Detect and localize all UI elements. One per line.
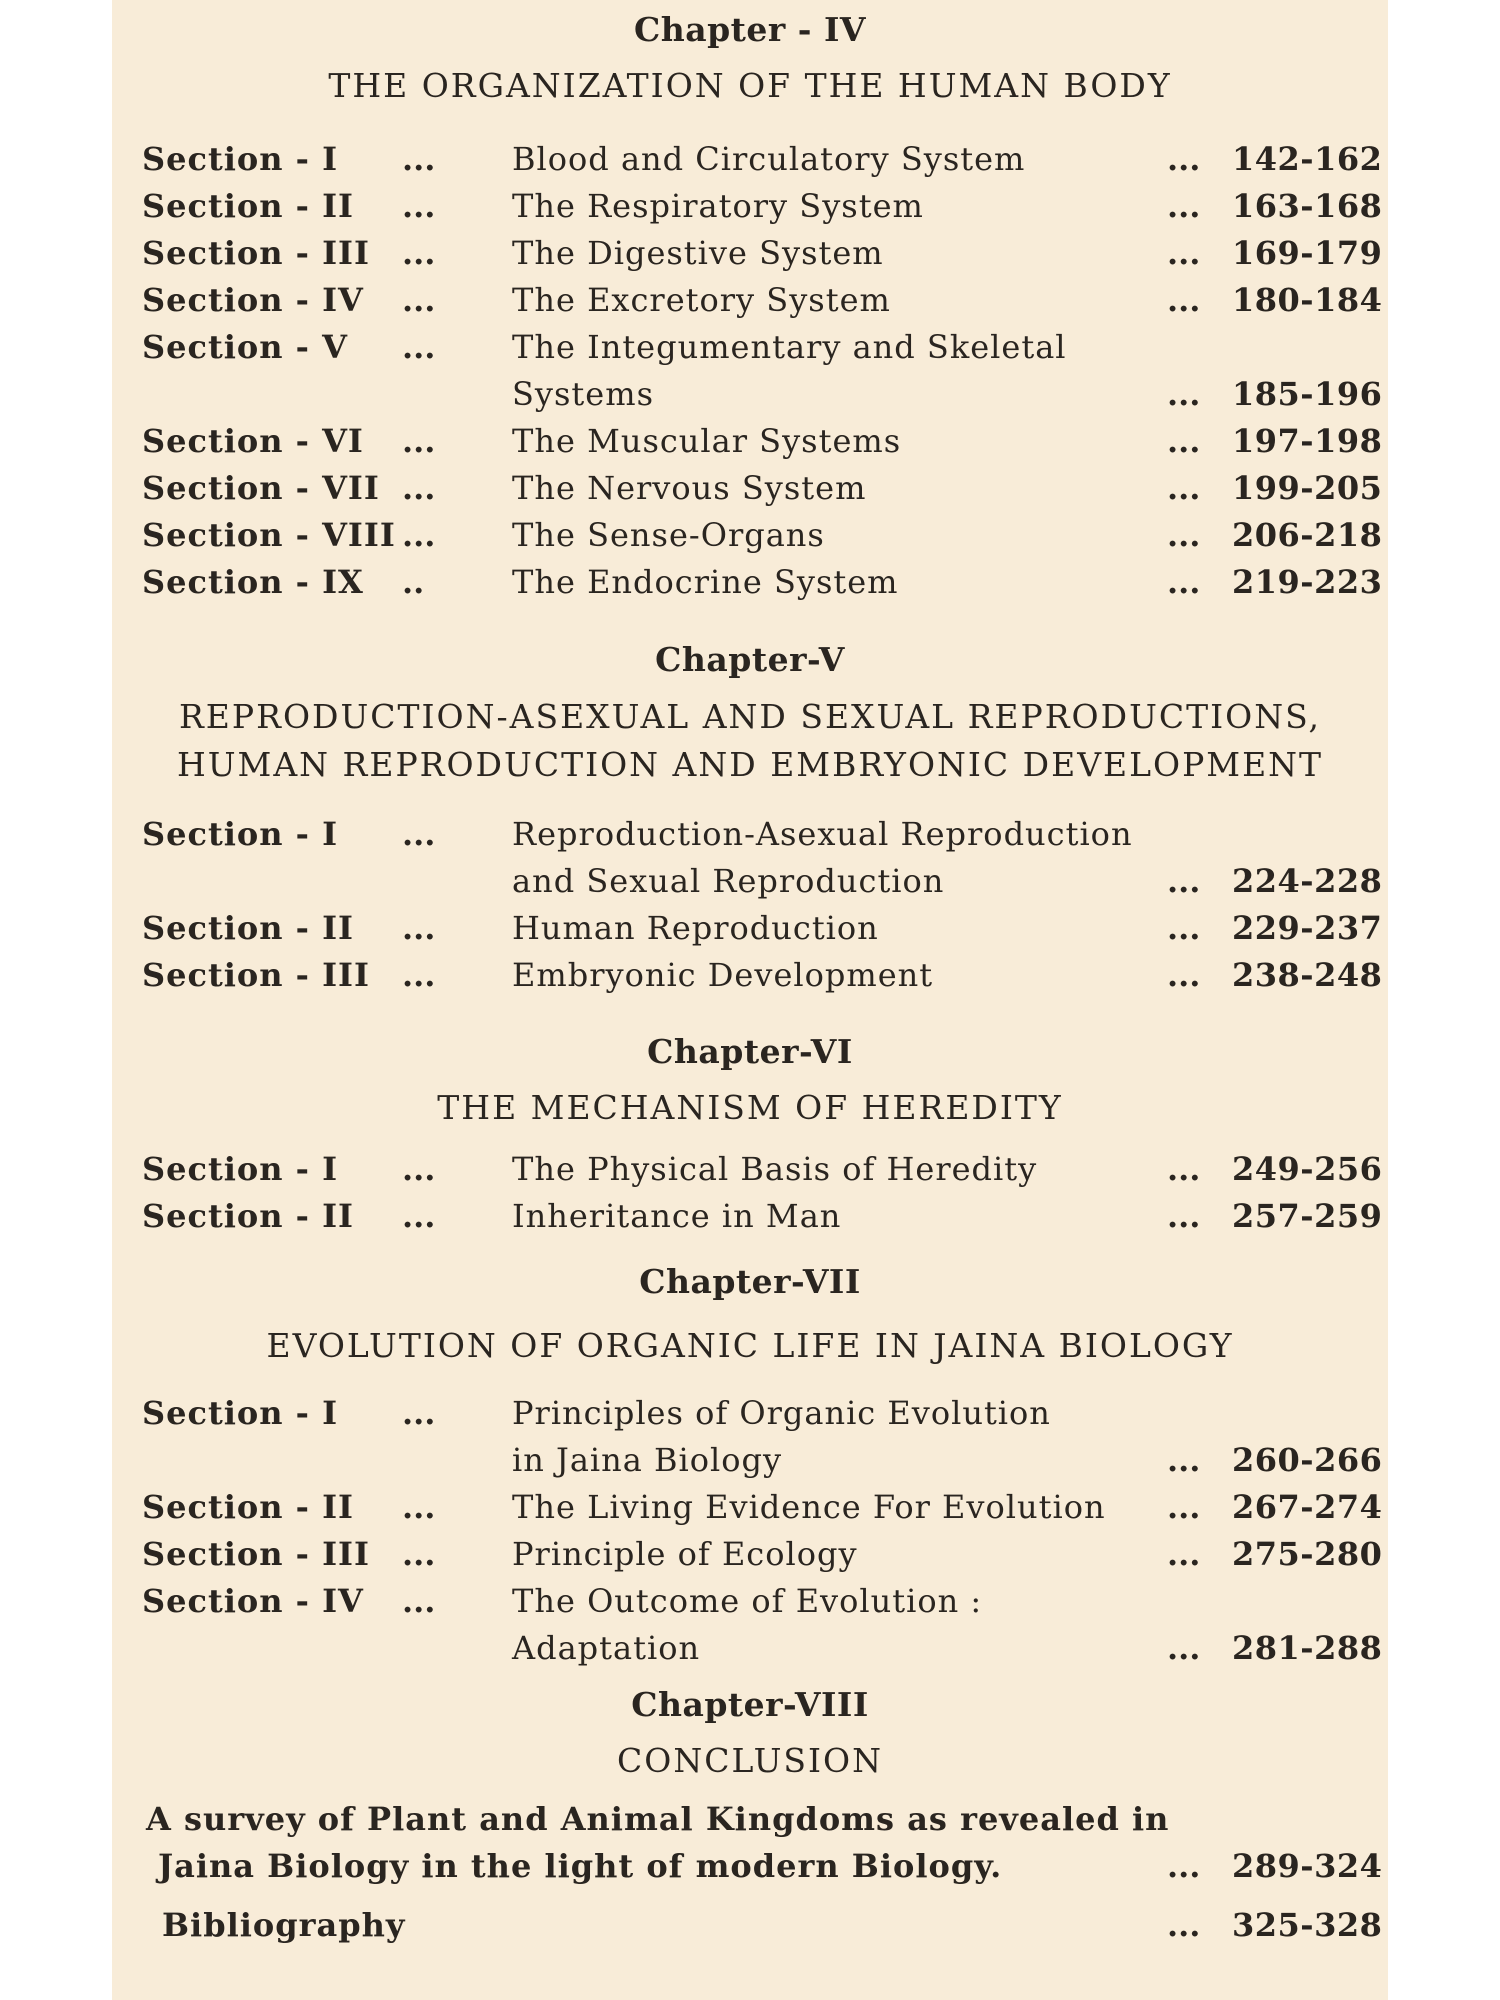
toc-row[interactable] <box>112 1906 1388 1952</box>
dots: ... <box>402 281 436 319</box>
page-range: 275-280 <box>1232 1535 1383 1573</box>
section-title: The Excretory System <box>512 281 891 319</box>
chapter-6-label: Chapter-VI <box>647 1032 853 1071</box>
leader-dots: ... <box>1167 469 1201 507</box>
chapter-5-title: REPRODUCTION-ASEXUAL AND SEXUAL REPRODUCTIONS, HUMAN REPRODUCTION AND EMBRYONIC DEVELOPMENT <box>176 697 1324 784</box>
section-title: The Sense-Organs <box>512 516 825 554</box>
dots: ... <box>402 909 436 947</box>
dots: ... <box>402 469 436 507</box>
section-title: The Physical Basis of Heredity <box>512 1150 1038 1188</box>
chapter-4-label: Chapter - IV <box>633 10 867 49</box>
section-title: The Endocrine System <box>512 563 899 601</box>
section-title: Principle of Ecology <box>512 1535 858 1573</box>
chapter-8-label: Chapter-VIII <box>631 1685 869 1724</box>
page-range: 163-168 <box>1232 187 1383 225</box>
leader-dots: ... <box>1167 281 1201 319</box>
leader-dots: ... <box>1167 1488 1201 1526</box>
page-range: 197-198 <box>1232 422 1383 460</box>
toc-row[interactable] <box>112 187 1388 233</box>
chapter-6-title: THE MECHANISM OF HEREDITY <box>437 1088 1063 1127</box>
dots: ... <box>402 140 436 178</box>
chapter-7-label: Chapter-VII <box>639 1262 861 1301</box>
section-title: and Sexual Reproduction <box>512 862 945 900</box>
toc-row[interactable] <box>112 234 1388 280</box>
dots: ... <box>402 815 436 853</box>
section-title: Embryonic Development <box>512 956 934 994</box>
toc-row[interactable] <box>112 1394 1388 1440</box>
toc-row-continued[interactable] <box>112 375 1388 421</box>
toc-row[interactable] <box>112 281 1388 327</box>
chapter-7-title: EVOLUTION OF ORGANIC LIFE IN JAINA BIOLOGY <box>266 1326 1234 1365</box>
section-title: Inheritance in Man <box>512 1197 842 1235</box>
section-label: Section - I <box>142 140 339 178</box>
toc-row[interactable] <box>112 140 1388 186</box>
toc-row[interactable] <box>112 1800 1388 1846</box>
dots: ... <box>402 516 436 554</box>
leader-dots: ... <box>1167 1847 1201 1885</box>
section-title: The Integumentary and Skeletal <box>512 328 1067 366</box>
section-label: Section - V <box>142 328 348 366</box>
dots: ... <box>402 1394 436 1432</box>
leader-dots: ... <box>1167 1150 1201 1188</box>
section-title: Systems <box>512 375 654 413</box>
page-range: 206-218 <box>1232 516 1383 554</box>
page-range: 281-288 <box>1232 1629 1383 1667</box>
toc-row[interactable] <box>112 1150 1388 1196</box>
leader-dots: ... <box>1167 1535 1201 1573</box>
page-range: 249-256 <box>1232 1150 1383 1188</box>
toc-row-continued[interactable] <box>112 1441 1388 1487</box>
section-label: Section - III <box>142 956 370 994</box>
section-title: The Respiratory System <box>512 187 924 225</box>
toc-row[interactable] <box>112 1488 1388 1534</box>
page-range: 142-162 <box>1232 140 1383 178</box>
chapter-8-title: CONCLUSION <box>617 1741 883 1780</box>
toc-row-continued[interactable] <box>112 1847 1388 1893</box>
dots: ... <box>402 956 436 994</box>
section-title: Adaptation <box>512 1629 701 1667</box>
section-label: Section - II <box>142 1197 354 1235</box>
dots: ... <box>402 328 436 366</box>
leader-dots: ... <box>1167 563 1201 601</box>
dots: ... <box>402 422 436 460</box>
toc-row[interactable] <box>112 422 1388 468</box>
section-title: The Outcome of Evolution : <box>512 1582 983 1620</box>
section-label: Section - I <box>142 1150 339 1188</box>
leader-dots: ... <box>1167 1906 1201 1944</box>
dots: ... <box>402 187 436 225</box>
entry-text: Bibliography <box>162 1906 406 1944</box>
section-title: Human Reproduction <box>512 909 879 947</box>
leader-dots: ... <box>1167 234 1201 272</box>
toc-row[interactable] <box>112 1535 1388 1581</box>
section-label: Section - I <box>142 815 339 853</box>
dots: .. <box>402 563 425 601</box>
section-title: The Digestive System <box>512 234 884 272</box>
section-label: Section - II <box>142 909 354 947</box>
chapter-4-title: THE ORGANIZATION OF THE HUMAN BODY <box>328 66 1172 105</box>
section-label: Section - IX <box>142 563 364 601</box>
toc-row[interactable] <box>112 469 1388 515</box>
dots: ... <box>402 1488 436 1526</box>
page-range: 289-324 <box>1232 1847 1383 1885</box>
page-range: 260-266 <box>1232 1441 1383 1479</box>
toc-row[interactable] <box>112 563 1388 609</box>
leader-dots: ... <box>1167 516 1201 554</box>
section-title: The Muscular Systems <box>512 422 902 460</box>
leader-dots: ... <box>1167 862 1201 900</box>
toc-row-continued[interactable] <box>112 862 1388 908</box>
page-range: 267-274 <box>1232 1488 1383 1526</box>
page-range: 169-179 <box>1232 234 1383 272</box>
toc-row[interactable] <box>112 956 1388 1002</box>
toc-row[interactable] <box>112 328 1388 374</box>
section-label: Section - VIII <box>142 516 396 554</box>
page-range: 199-205 <box>1232 469 1383 507</box>
section-label: Section - II <box>142 1488 354 1526</box>
section-label: Section - VI <box>142 422 364 460</box>
toc-row[interactable] <box>112 1197 1388 1243</box>
dots: ... <box>402 234 436 272</box>
leader-dots: ... <box>1167 909 1201 947</box>
section-label: Section - VII <box>142 469 380 507</box>
dots: ... <box>402 1197 436 1235</box>
dots: ... <box>402 1582 436 1620</box>
page-range: 185-196 <box>1232 375 1383 413</box>
toc-row-continued[interactable] <box>112 1629 1388 1675</box>
toc-row[interactable] <box>112 909 1388 955</box>
leader-dots: ... <box>1167 1441 1201 1479</box>
dots: ... <box>402 1150 436 1188</box>
section-title: The Living Evidence For Evolution <box>512 1488 1106 1526</box>
leader-dots: ... <box>1167 1197 1201 1235</box>
page-range: 219-223 <box>1232 563 1383 601</box>
section-title: The Nervous System <box>512 469 867 507</box>
page-range: 224-228 <box>1232 862 1383 900</box>
section-label: Section - III <box>142 1535 370 1573</box>
section-label: Section - IV <box>142 281 364 319</box>
leader-dots: ... <box>1167 187 1201 225</box>
section-title: Reproduction-Asexual Reproduction <box>512 815 1133 853</box>
toc-row[interactable] <box>112 1582 1388 1628</box>
leader-dots: ... <box>1167 375 1201 413</box>
page-range: 238-248 <box>1232 956 1383 994</box>
section-label: Section - IV <box>142 1582 364 1620</box>
leader-dots: ... <box>1167 140 1201 178</box>
dots: ... <box>402 1535 436 1573</box>
leader-dots: ... <box>1167 956 1201 994</box>
toc-row[interactable] <box>112 815 1388 861</box>
section-title: Blood and Circulatory System <box>512 140 1026 178</box>
section-title: Principles of Organic Evolution <box>512 1394 1051 1432</box>
page-range: 325-328 <box>1232 1906 1383 1944</box>
toc-row[interactable] <box>112 516 1388 562</box>
section-title: in Jaina Biology <box>512 1441 783 1479</box>
section-label: Section - I <box>142 1394 339 1432</box>
page-range: 229-237 <box>1232 909 1383 947</box>
section-label: Section - II <box>142 187 354 225</box>
section-label: Section - III <box>142 234 370 272</box>
leader-dots: ... <box>1167 422 1201 460</box>
entry-text: Jaina Biology in the light of modern Biology. <box>158 1847 1003 1885</box>
leader-dots: ... <box>1167 1629 1201 1667</box>
chapter-5-label: Chapter-V <box>655 640 845 679</box>
book-page <box>112 0 1388 2000</box>
page-range: 180-184 <box>1232 281 1383 319</box>
page-range: 257-259 <box>1232 1197 1383 1235</box>
entry-text: A survey of Plant and Animal Kingdoms as revealed in <box>146 1800 1170 1838</box>
